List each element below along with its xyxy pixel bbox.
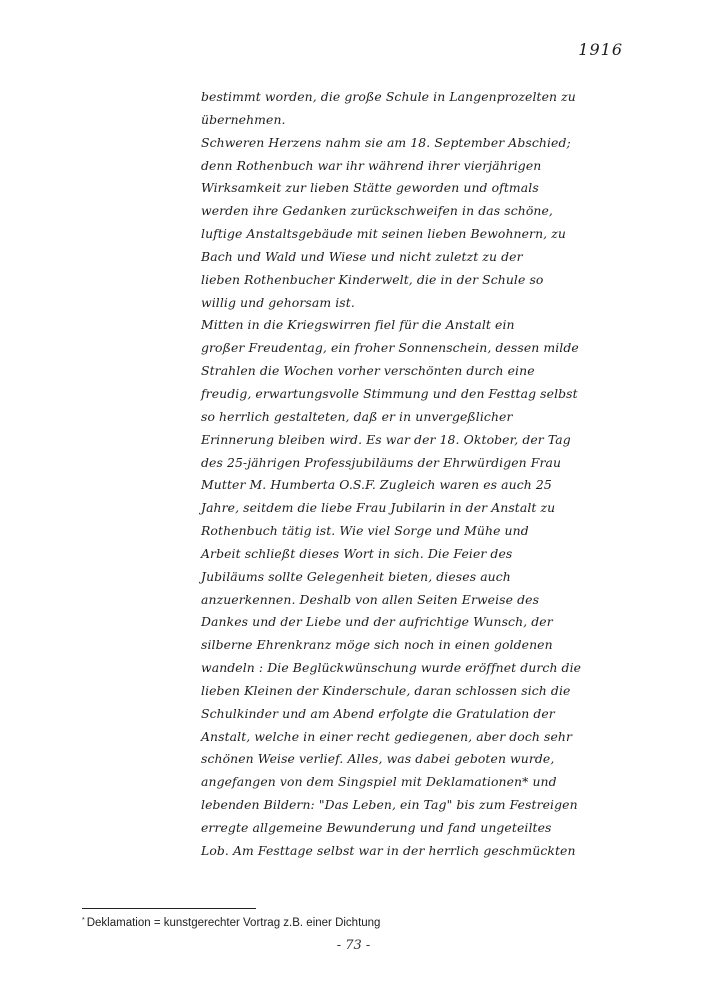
text-line: Jubiläums sollte Gelegenheit bieten, dieses auch [201, 568, 511, 584]
text-line: Arbeit schließt dieses Wort in sich. Die Feier des [201, 545, 513, 561]
text-line: großer Freudentag, ein froher Sonnenschein, dessen milde [201, 340, 579, 356]
text-line: angefangen von dem Singspiel mit Deklamationen* und [201, 774, 557, 790]
handwritten-body-text [201, 86, 631, 863]
text-line: Schulkinder und am Abend erfolgte die Gratulation der [201, 705, 555, 721]
text-line: lieben Rothenbucher Kinderwelt, die in der Schule so [201, 271, 544, 287]
text-line: freudig, erwartungsvolle Stimmung und den Festtag selbst [201, 385, 578, 401]
text-line: Schweren Herzens nahm sie am 18. September Abschied; [201, 134, 571, 150]
text-line: Strahlen die Wochen vorher verschönten durch eine [201, 363, 535, 379]
text-line: willig und gehorsam ist. [201, 294, 355, 310]
text-line: Rothenbuch tätig ist. Wie viel Sorge und Mühe und [201, 523, 529, 539]
text-line: übernehmen. [201, 111, 286, 127]
text-line: Jahre, seitdem die liebe Frau Jubilarin in der Anstalt zu [201, 500, 556, 516]
text-line: Erinnerung bleiben wird. Es war der 18. Oktober, der Tag [201, 431, 571, 447]
text-line: des 25-jährigen Professjubiläums der Ehrwürdigen Frau [201, 454, 562, 470]
text-line: lebenden Bildern: "Das Leben, ein Tag" bis zum Festreigen [201, 797, 578, 813]
text-line: Anstalt, welche in einer recht gediegenen, aber doch sehr [201, 728, 572, 744]
text-line: Dankes und der Liebe und der aufrichtige Wunsch, der [201, 614, 553, 630]
text-line: schönen Weise verlief. Alles, was dabei geboten wurde, [201, 751, 555, 767]
footnote-text: Deklamation = kunstgerechter Vortrag z.B. einer Dichtung [86, 917, 381, 929]
page-header-year: 1916 [578, 40, 623, 59]
text-line: bestimmt worden, die große Schule in Langenprozelten zu [201, 89, 576, 104]
text-line: luftige Anstaltsgebäude mit seinen lieben Bewohnern, zu [201, 226, 566, 242]
text-line: denn Rothenbuch war ihr während ihrer vierjährigen [201, 157, 542, 173]
footnote-marker: * [82, 917, 85, 924]
page-number: - 73 - [336, 938, 371, 953]
text-line: Mutter M. Humberta O.S.F. Zugleich waren es auch 25 [201, 477, 552, 493]
text-line: Lob. Am Festtage selbst war in der herrlich geschmückten [201, 842, 576, 858]
footnote-separator [82, 908, 256, 909]
text-line: werden ihre Gedanken zurückschweifen in das schöne, [201, 203, 553, 219]
footnote [82, 917, 380, 929]
text-line: erregte allgemeine Bewunderung und fand ungeteiltes [201, 820, 552, 835]
text-line: so herrlich gestalteten, daß er in unvergeßlicher [201, 408, 513, 424]
text-line: lieben Kleinen der Kinderschule, daran schlossen sich die [201, 682, 571, 698]
text-line: silberne Ehrenkranz möge sich noch in einen goldenen [201, 637, 553, 653]
text-line: Bach und Wald und Wiese und nicht zuletzt zu der [201, 248, 523, 264]
text-line: Mitten in die Kriegswirren fiel für die Anstalt ein [201, 317, 515, 333]
text-line: anzuerkennen. Deshalb von allen Seiten Erweise des [201, 591, 540, 607]
text-line: Wirksamkeit zur lieben Stätte geworden und oftmals [201, 180, 539, 196]
text-line: wandeln : Die Beglückwünschung wurde eröffnet durch die [201, 660, 582, 676]
